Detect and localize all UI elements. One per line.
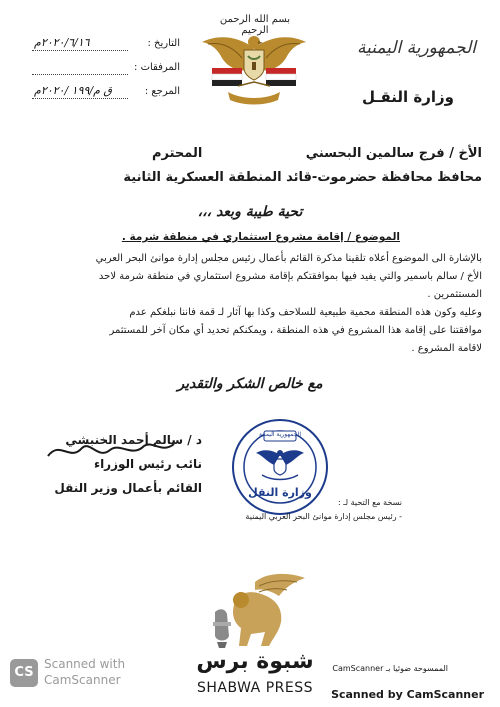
letter-body (20, 250, 482, 358)
ministry-title: وزارة النقـل (361, 88, 454, 106)
signatory-title: نائب رئيس الوزراء (93, 457, 202, 471)
date-dotted-line (32, 50, 128, 51)
honorific: المحترم (152, 146, 203, 161)
camscanner-logo-icon: CS (10, 659, 38, 687)
addressee-name: الأخ / فرج سالمين البحسني (305, 146, 482, 161)
body-line: موافقتنا على إقامة هذا المشروع في هذه المنطقة ، ويمكنكم تحديد أي مكان آخر للمستثمر (109, 325, 482, 336)
attachments-field (20, 62, 180, 78)
signatory-role: القائم بأعمال وزير النقل (54, 481, 202, 495)
scanned-with-text: Scanned with (44, 657, 126, 671)
scanned-by-camscanner: Scanned by CamScanner (331, 688, 484, 701)
date-label: التاريخ : (147, 38, 180, 49)
reference-dotted-line (32, 98, 128, 99)
stamp-bottom-text: وزارة النقل (248, 486, 312, 499)
camscanner-watermark (10, 659, 140, 689)
subject-line: الموضوع / إقامة مشروع استثماري في منطقة شرمة . (121, 231, 400, 243)
body-line: بالإشارة الى الموضوع أعلاه تلقينا مذكرة القائم بأعمال رئيس مجلس إدارة موانئ البحر العربي (95, 253, 482, 264)
stamp-top-text: الجمهورية اليمنية (258, 431, 301, 438)
shabwa-press-english: SHABWA PRESS (197, 680, 313, 696)
reference-field (20, 86, 180, 102)
reference-label: المرجع : (144, 86, 180, 97)
shabwa-press-arabic: شبوة برس (196, 649, 314, 674)
scanned-by-arabic: الممسوحة ضوئيا بـ CamScanner (332, 664, 448, 673)
greeting: تحية طيبة وبعد ،،، (197, 204, 303, 220)
basmala: بسم الله الرحمن الرحيم (219, 14, 291, 36)
closing-line: مع خالص الشكر والتقدير (177, 376, 323, 392)
reference-value: ق م/١٩٩ /٢٠٢٠م (34, 84, 112, 97)
body-line: الأخ / سالم باسمير والتي يفيد فيها بموافقتكم بإقامة مشروع استثماري في منطقة شرمة لاحد (98, 271, 482, 282)
attachments-dotted-line (32, 74, 128, 75)
handwritten-signature-icon (40, 436, 180, 466)
addressee-title: محافظ محافظة حضرموت-قائد المنطقة العسكرية الثانية (123, 170, 482, 185)
yemen-eagle-emblem-icon (198, 28, 310, 110)
body-line: لاقامة المشروع . (411, 343, 482, 354)
date-value: ٢٠٢٠/٦/١٦م (34, 36, 90, 49)
attachments-label: المرفقات : (134, 62, 180, 73)
date-field (20, 38, 180, 54)
body-line: المستثمرين . (427, 289, 482, 300)
signatory-name: د / سالم أحمد الخنبشي (65, 433, 202, 447)
body-line: وعليه وكون هذه المنطقة محمية طبيعية للسلاحف وكذا بها آثار لـ قمة فاننا نبلغكم عدم (129, 307, 482, 318)
shabwa-winged-lion-logo-icon (195, 572, 310, 650)
cc-title: نسخة مع التحية لـ : (338, 498, 402, 507)
cc-recipient: - رئيس مجلس إدارة موانئ البحر العربي اليمنية (245, 512, 402, 521)
republic-title: الجمهورية اليمنية (356, 38, 476, 58)
camscanner-text: CamScanner (44, 673, 121, 687)
